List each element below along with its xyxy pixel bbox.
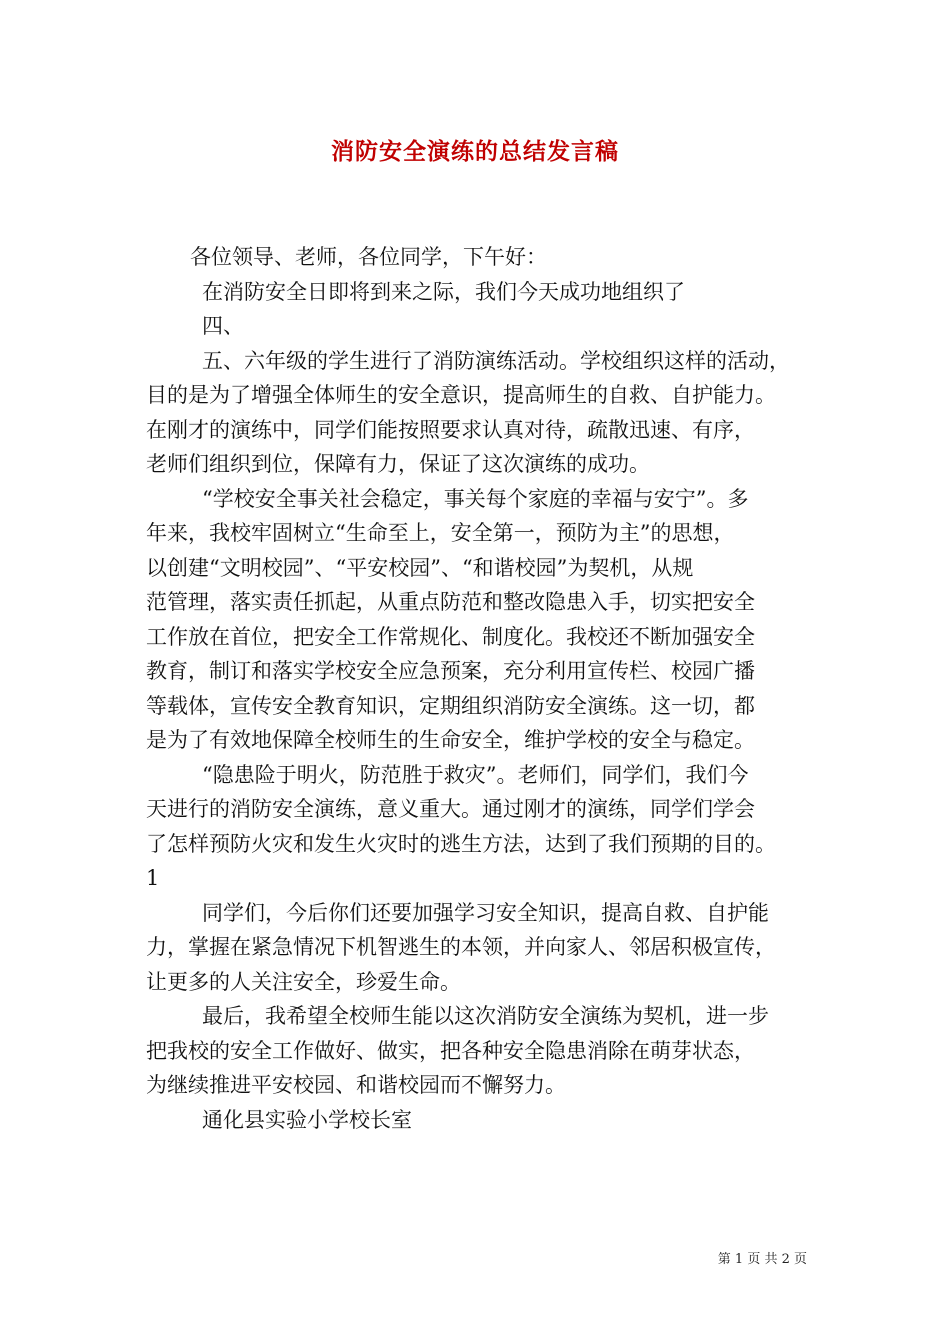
- text-line: “隐患险于明火，防范胜于救灾”。老师们，同学们，我们今: [202, 762, 749, 787]
- text-line: 目的是为了增强全体师生的安全意识，提高师生的自救、自护能力。: [146, 383, 776, 407]
- text-line: 等载体，宣传安全教育知识，定期组织消防安全演练。这一切，都: [146, 693, 755, 718]
- text-line: 四、: [202, 314, 244, 338]
- text-line: “学校安全事关社会稳定，事关每个家庭的幸福与安宁”。多: [202, 486, 749, 511]
- text-line: 天进行的消防安全演练，意义重大。通过刚才的演练，同学们学会: [146, 797, 755, 821]
- text-line: 各位领导、老师，各位同学，下午好：: [190, 245, 547, 269]
- document-title: 消防安全演练的总结发言稿: [331, 138, 619, 165]
- text-line: 范管理，落实责任抓起，从重点防范和整改隐患入手，切实把安全: [146, 590, 755, 614]
- text-line: 同学们，今后你们还要加强学习安全知识，提高自救、自护能: [202, 900, 769, 925]
- text-line: 五、六年级的学生进行了消防演练活动。学校组织这样的活动，: [202, 348, 790, 373]
- text-line: 把我校的安全工作做好、做实，把各种安全隐患消除在萌芽状态，: [146, 1038, 755, 1063]
- text-line: 以创建“文明校园”、“平安校园”、“和谐校园”为契机，从规: [146, 555, 694, 580]
- page-footer: 第 1 页 共 2 页: [717, 1252, 807, 1267]
- text-line: 是为了有效地保障全校师生的生命安全，维护学校的安全与稳定。: [146, 728, 755, 752]
- text-line: 在刚才的演练中，同学们能按照要求认真对待，疏散迅速、有序，: [146, 417, 755, 442]
- text-line: 在消防安全日即将到来之际，我们今天成功地组织了: [202, 279, 685, 304]
- text-line: 最后，我希望全校师生能以这次消防安全演练为契机，进一步: [202, 1004, 769, 1028]
- text-line: 1: [146, 866, 160, 890]
- text-line: 工作放在首位，把安全工作常规化、制度化。我校还不断加强安全: [146, 624, 755, 649]
- text-line: 为继续推进平安校园、和谐校园而不懈努力。: [146, 1073, 566, 1097]
- text-line: 让更多的人关注安全，珍爱生命。: [146, 969, 461, 994]
- text-line: 教育，制订和落实学校安全应急预案，充分利用宣传栏、校园广播: [146, 659, 755, 683]
- text-line: 力，掌握在紧急情况下机智逃生的本领，并向家人、邻居积极宣传，: [146, 935, 776, 959]
- document-body: [146, 240, 818, 1137]
- text-line: 老师们组织到位，保障有力，保证了这次演练的成功。: [146, 452, 650, 476]
- text-line: 年来，我校牢固树立“生命至上，安全第一，预防为主”的思想，: [146, 521, 735, 545]
- text-line: 了怎样预防火灾和发生火灾时的逃生方法，达到了我们预期的目的。: [146, 831, 776, 856]
- text-line: 通化县实验小学校长室: [202, 1107, 412, 1132]
